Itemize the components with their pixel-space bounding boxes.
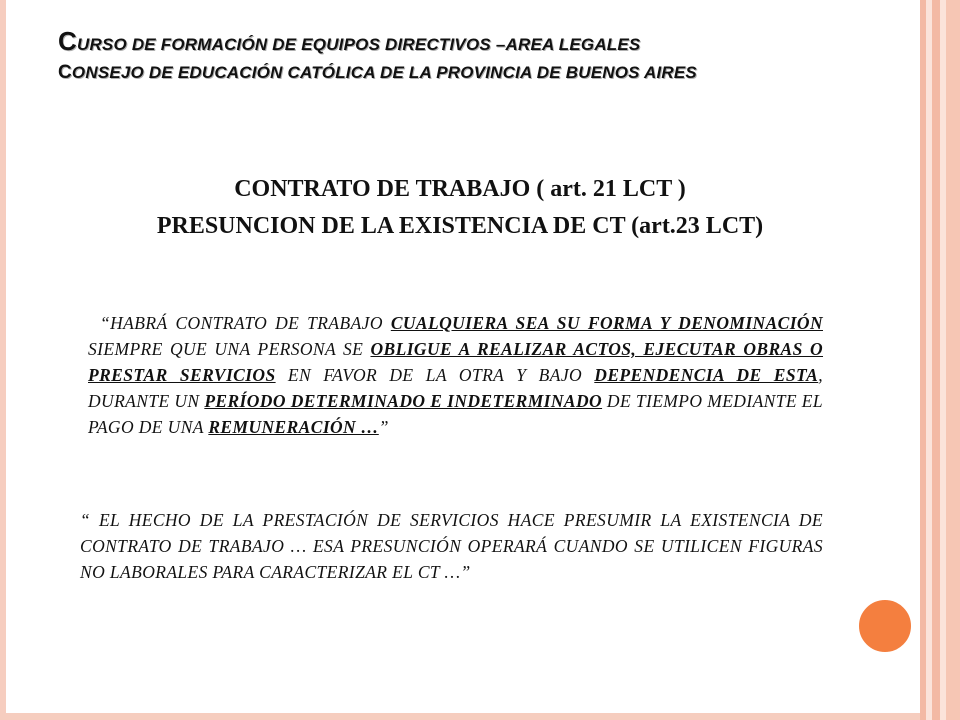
- slide-bottom-border: [0, 713, 920, 720]
- quote-art23: “ EL HECHO DE LA PRESTACIÓN DE SERVICIOS HACE PRESUMIR LA EXISTENCIA DE CONTRATO DE TRABAJO … ESA PRESUNCIÓN OPERARÁ CUANDO SE UTILICEN FIGURAS NO LABORALES PARA CARACTERIZAR EL CT …”: [80, 510, 823, 582]
- header-line-1: [58, 28, 858, 58]
- quote1-underlined-3: DEPENDENCIA DE ESTA: [594, 365, 819, 385]
- slide-titles: [0, 172, 920, 246]
- header-line-2-text: ONSEJO DE EDUCACIÓN CATÓLICA DE LA PROVINCIA DE BUENOS AIRES: [71, 63, 697, 82]
- quote1-text-3: EN FAVOR DE LA OTRA Y BAJO: [275, 365, 595, 385]
- quote1-text-1: “HABRÁ CONTRATO DE TRABAJO: [100, 313, 391, 333]
- quote1-text-6: ”: [378, 417, 389, 437]
- quote1-underlined-1: CUALQUIERA SEA SU FORMA Y DENOMINACIÓN: [390, 313, 823, 333]
- quote1-text-4: , DURANTE UN: [88, 365, 823, 411]
- header-line-1-text: URSO DE FORMACIÓN DE EQUIPOS DIRECTIVOS –AREA LEGALES: [76, 35, 641, 54]
- slide-left-border: [0, 0, 6, 720]
- title-presuncion: PRESUNCION DE LA EXISTENCIA DE CT (art.23 LCT): [156, 213, 764, 239]
- decorative-rail: [946, 0, 960, 720]
- header-line-1-cap: C: [58, 26, 77, 56]
- quote1-underlined-2: OBLIGUE A REALIZAR ACTOS, EJECUTAR OBRAS O PRESTAR SERVICIOS: [88, 339, 824, 385]
- quote1-underlined-5: REMUNERACIÓN …: [208, 417, 379, 437]
- quote1-text-2: SIEMPRE QUE UNA PERSONA SE: [88, 339, 371, 359]
- title-contrato: CONTRATO DE TRABAJO ( art. 21 LCT ): [234, 176, 686, 202]
- quote-art21: [88, 310, 823, 440]
- slide-header: [58, 28, 858, 86]
- quote1-underlined-4: PERÍODO DETERMINADO E INDETERMINADO: [204, 391, 603, 411]
- header-line-2: [58, 60, 858, 86]
- quote1-text-5: DE TIEMPO MEDIANTE EL PAGO DE UNA: [88, 391, 823, 437]
- header-line-2-cap: C: [58, 62, 72, 83]
- decorative-rail: [932, 0, 940, 720]
- decorative-orange-circle: [856, 597, 914, 655]
